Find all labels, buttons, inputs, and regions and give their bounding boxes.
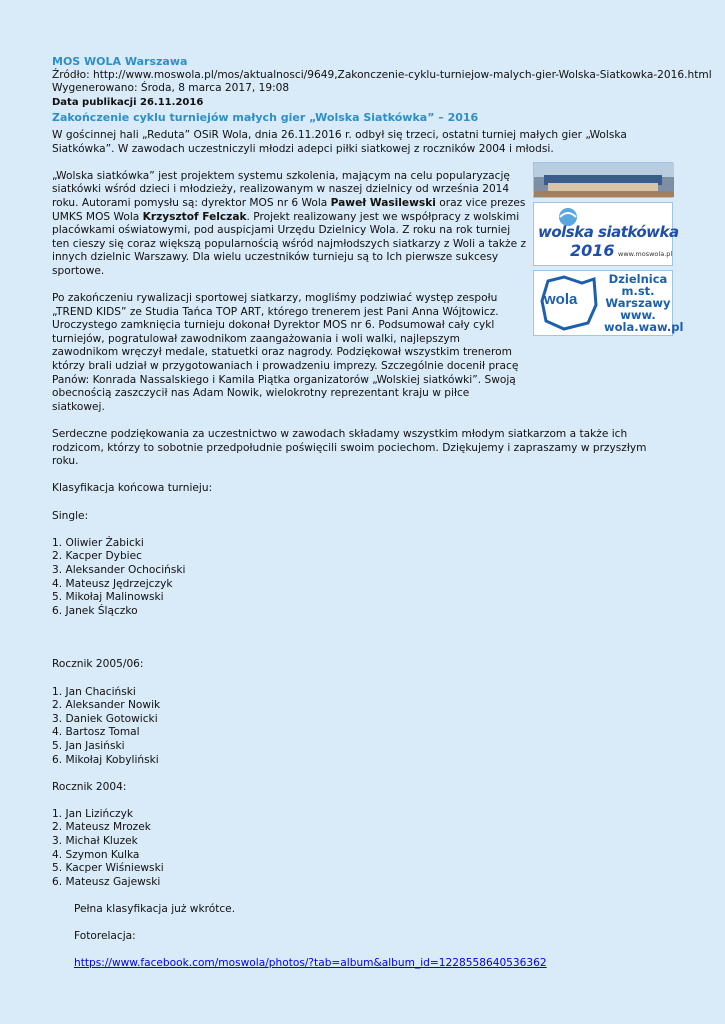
full-results-note: Pełna klasyfikacja już wkrótce.	[74, 903, 236, 916]
para2-text-b: oraz vice prezes UMKS MOS Wola	[52, 196, 526, 223]
source-url: Źródło: http://www.moswola.pl/mos/aktualnosci/9649,Zakonczenie-cyklu-turniejow-malych-gier-Wolska-Siatkowka-2016.html	[52, 68, 712, 81]
list-item: 1. Jan Lizińczyk	[52, 807, 134, 820]
y2004-heading: Rocznik 2004:	[52, 780, 127, 793]
logo-site: www.moswola.pl	[618, 250, 673, 258]
classification-heading: Klasyfikacja końcowa turnieju:	[52, 482, 213, 495]
list-item: 1. Oliwier Żabicki	[52, 536, 144, 549]
singles-heading: Single:	[52, 509, 89, 522]
dzielnica-wola-logo	[533, 270, 684, 336]
site-title: MOS WOLA Warszawa	[52, 55, 188, 68]
singles-list	[52, 537, 677, 619]
list-item: 6. Janek Ślączko	[52, 604, 138, 617]
list-item: 2. Kacper Dybiec	[52, 550, 142, 563]
list-item: 3. Aleksander Ochociński	[52, 563, 186, 576]
paragraph-intro: W gościnnej hali „Reduta” OSiR Wola, dnia 26.11.2016 r. odbył się trzeci, ostatni turniej małych gier „Wolska Siatkówka”. W zawodach uczestniczyli młodzi adepci piłki siatkowej z roczników 2004 i młodsi.	[52, 128, 627, 155]
district-line: Dzielnica	[608, 272, 668, 286]
wolska-siatkowka-logo	[533, 202, 679, 266]
list-item: 4. Mateusz Jędrzejczyk	[52, 577, 173, 590]
list-item: 4. Szymon Kulka	[52, 848, 140, 861]
list-item: 6. Mateusz Gajewski	[52, 875, 161, 888]
logo-title: wolska siatkówka	[538, 223, 679, 241]
photos-label: Fotorelacja:	[74, 930, 136, 943]
paragraph-thanks: Serdeczne podziękowania za uczestnictwo w zawodach składamy wszystkim młodym siatkarzom a także ich rodzicom, którzy to sobotnie przedpołudnie poświęcili swoim pociechom. Dziękujemy i zapraszamy w przyszłym roku.	[52, 428, 647, 468]
name-wasilewski: Paweł Wasilewski	[330, 196, 436, 209]
logo-year: 2016	[570, 241, 615, 260]
generated-date: Wygenerowano: Środa, 8 marca 2017, 19:08	[52, 82, 290, 95]
list-item: 5. Jan Jasiński	[52, 739, 125, 752]
photos-link[interactable]: https://www.facebook.com/moswola/photos/?tab=album&album_id=1228558640536362	[74, 957, 547, 970]
publication-date: Data publikacji 26.11.2016	[52, 96, 204, 108]
list-item: 4. Bartosz Tomal	[52, 726, 140, 739]
district-line: Warszawy	[605, 296, 671, 310]
name-felczak: Krzysztof Felczak	[142, 210, 247, 223]
wola-logo-text: wola	[544, 291, 578, 308]
y2005-heading: Rocznik 2005/06:	[52, 658, 144, 671]
list-item: 2. Aleksander Nowik	[52, 699, 161, 712]
list-item: 5. Kacper Wiśniewski	[52, 862, 164, 875]
para2-text-a: „Wolska siatkówka” jest projektem systemu szkolenia, mającym na celu popularyzację siatkówki wśród dzieci i młodzieży, realizowanym w naszej dzielnicy od września 2014 roku. Autorami pomysłu są: dyrektor MOS nr 6 Wola	[52, 169, 510, 209]
list-item: 3. Daniek Gotowicki	[52, 712, 158, 725]
paragraph-project	[52, 170, 530, 279]
team-photo	[533, 162, 673, 198]
y2004-list	[52, 808, 677, 890]
district-line: www.	[620, 308, 656, 322]
list-item: 1. Jan Chaciński	[52, 685, 136, 698]
y2005-list	[52, 686, 677, 768]
list-item: 3. Michał Kluzek	[52, 835, 138, 848]
para2-text-c: . Projekt realizowany jest we współpracy z wolskimi placówkami oświatowymi, pod auspicjami Urzędu Dzielnicy Wola. Z roku na rok turniej ten cieszy się coraz większą popularnością wśród najmłodszych siatkarzy z Woli a także z innych dzielnic Warszawy. Dla wielu uczestników turnieju są to Ich pierwsze sukcesy sportowe.	[52, 210, 527, 277]
district-text	[604, 272, 684, 334]
side-images	[533, 162, 684, 340]
list-item: 5. Mikołaj Malinowski	[52, 591, 164, 604]
district-line: m.st.	[621, 284, 655, 298]
team-photo-graphic	[534, 163, 674, 197]
list-item: 6. Mikołaj Kobyliński	[52, 753, 159, 766]
article-title: Zakończenie cyklu turniejów małych gier „Wolska Siatkówka” – 2016	[52, 111, 479, 125]
list-item: 2. Mateusz Mrozek	[52, 821, 151, 834]
paragraph-ceremony: Po zakończeniu rywalizacji sportowej siatkarzy, mogliśmy podziwiać występ zespołu „TREND KIDS” ze Studia Tańca TOP ART, którego trenerem jest Pani Anna Wójtowicz. Uroczystego zamknięcia turnieju dokonał Dyrektor MOS nr 6. Podsumował cały cykl turniejów, pogratulował zawodnikom zaangażowania i woli walki, najlepszym zawodnikom wręczył medale, statuetki oraz nagrody. Podziękował wszystkim trenerom którzy brali udział w przygotowaniach i prowadzeniu imprezy. Szczególnie docenił pracę Panów: Konrada Nassalskiego i Kamila Piątka organizatorów „Wolskiej siatkówki”. Swoją obecnością zaszczycił nas Adam Nowik, wielokrotny reprezentant kraju w piłce siatkowej.	[52, 292, 519, 413]
district-line: wola.waw.pl	[604, 320, 684, 334]
